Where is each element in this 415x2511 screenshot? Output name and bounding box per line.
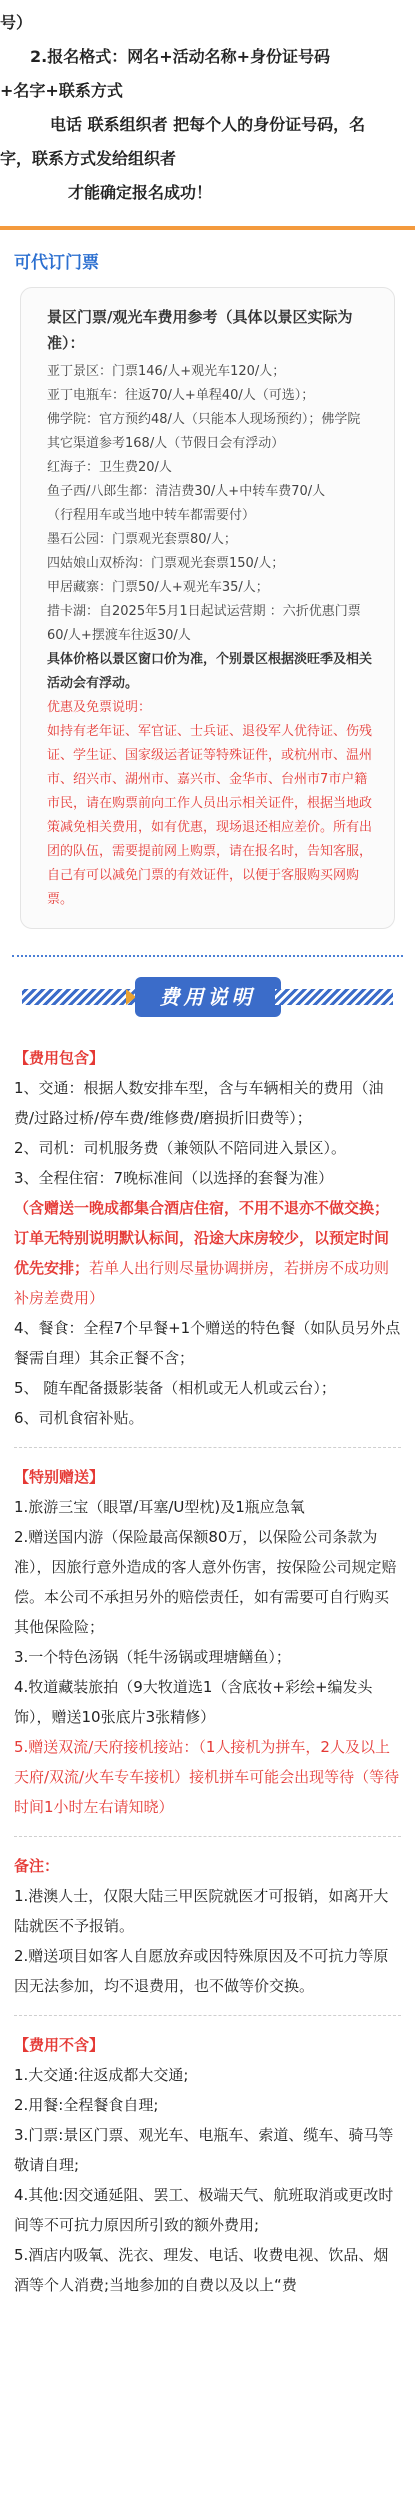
excluded-item: 4.其他:因交通延阻、罢工、极端天气、航班取消或更改时间等不可抗力原因所引致的额外费用;	[14, 2186, 394, 2234]
ticket-line: （行程用车或当地中转车都需要付）	[47, 508, 256, 523]
gift-title: 【特别赠送】	[14, 1468, 105, 1486]
excluded-item: 3.门票:景区门票、观光车、电瓶车、索道、缆车、骑马等敬请自理;	[14, 2126, 394, 2174]
instruction-line-5: 字，联系方式发给组织者	[0, 149, 177, 168]
ticket-line: 墨石公园：门票观光套票80/人；	[47, 532, 237, 547]
fee-details	[0, 1031, 415, 2300]
dotted-divider	[12, 955, 403, 957]
included-item: 3、全程住宿：7晚标准间（以选择的套餐为准）	[14, 1169, 334, 1187]
fee-banner-title: 费用说明	[135, 977, 281, 1017]
ticket-card-title: 景区门票/观光车费用参考（具体以景区实际为准）：	[47, 308, 353, 352]
stripe-decoration-left	[22, 989, 140, 1005]
excluded-title: 【费用不含】	[14, 2036, 105, 2054]
signup-instructions	[0, 0, 415, 220]
instruction-line-1: 号）	[0, 13, 33, 32]
price-note: 具体价格以景区窗口价为准，个别景区根据淡旺季及相关活动会有浮动。	[47, 652, 373, 691]
included-item: 6、司机食宿补贴。	[14, 1409, 144, 1427]
dashed-divider	[14, 1447, 401, 1448]
included-title: 【费用包含】	[14, 1049, 105, 1067]
excluded-item: 5.酒店内吸氧、洗衣、理发、电话、收费电视、饮品、烟酒等个人消费;当地参加的自费以及以上“费	[14, 2246, 389, 2294]
included-item-note-tail: 若单人出行则尽量协调拼房，若拼房不成功则补房差费用）	[14, 1259, 390, 1307]
included-item: 2、司机：司机服务费（兼领队不陪同进入景区）。	[14, 1139, 347, 1157]
excluded-item: 2.用餐:全程餐食自理;	[14, 2096, 159, 2114]
ticket-line: 措卡湖：自2025年5月1日起试运营期 ：六折优惠门票60/人+摆渡车往返30/人	[47, 604, 361, 643]
instruction-line-6: 才能确定报名成功！	[68, 183, 213, 202]
ticket-line: 亚丁景区：门票146/人+观光车120/人；	[47, 364, 286, 379]
remark-title: 备注：	[14, 1857, 60, 1875]
included-item: 5、 随车配备摄影装备（相机或无人机或云台）；	[14, 1379, 336, 1397]
gift-item: 2.赠送国内游（保险最高保额80万，以保险公司条款为准），因旅行意外造成的客人意外伤害，按保险公司规定赔偿。本公司不承担另外的赔偿责任，如有需要可自行购买其他保险险；	[14, 1528, 397, 1636]
orange-divider	[0, 226, 415, 230]
ticket-price-card	[20, 287, 395, 929]
included-item: 1、交通：根据人数安排车型，含与车辆相关的费用（油费/过路过桥/停车费/维修费/磨损折旧费等）；	[14, 1079, 384, 1127]
instruction-line-3: +名字+联系方式	[0, 81, 123, 100]
instruction-line-4: 电话 联系组织者 把每个人的身份证号码，名	[50, 115, 366, 134]
ticket-line: 鱼子西/八郎生都：清洁费30/人+中转车费70/人	[47, 484, 326, 499]
ticket-line: 甲居藏寨：门票50/人+观光车35/人；	[47, 580, 269, 595]
included-item-note-text: （含赠送一晚成都集合酒店住宿，不用不退亦不做交换；订单无特别说明默认标间，沿途大床房较少，以预定时间优先安排；	[14, 1199, 390, 1277]
included-item-note	[14, 1193, 401, 1313]
gift-item: 4.牧道藏装旅拍（9大牧道选1（含底妆+彩绘+编发头饰），赠送10张底片3张精修）	[14, 1678, 373, 1726]
ticket-line: 佛学院：官方预约48/人（只能本人现场预约）；佛学院其它渠道参考168/人（节假日会有浮动）	[47, 412, 361, 451]
discount-title: 优惠及免票说明：	[47, 700, 152, 715]
ticket-line: 亚丁电瓶车：往返70/人+单程40/人（可选）；	[47, 388, 315, 403]
instruction-line-2: 2.报名格式：网名+活动名称+身份证号码	[30, 47, 331, 66]
gift-item: 1.旅游三宝（眼罩/耳塞/U型枕)及1瓶应急氧	[14, 1498, 305, 1516]
dashed-divider	[14, 2015, 401, 2016]
remark-item: 2.赠送项目如客人自愿放弃或因特殊原因及不可抗力等原因无法参加，均不退费用，也不做等价交换。	[14, 1947, 389, 1995]
discount-text: 如持有老年证、军官证、士兵证、退役军人优待证、伤残证、学生证、国家级运者证等特殊证件，或杭州市、温州市、绍兴市、湖州市、嘉兴市、金华市、台州市7市户籍市民，请在购票前向工作人员出示相关证件，根据当地政策减免相关费用，如有优惠，现场退还相应差价。所有出团的队伍，需要提前网上购票，请在报名时，告知客服，自己有可以减免门票的有效证件，以便于客服购买网购票。	[47, 724, 373, 907]
fee-banner	[0, 967, 415, 1025]
ticket-line: 红海子：卫生费20/人	[47, 460, 172, 475]
included-item: 4、餐食：全程7个早餐+1个赠送的特色餐（如队员另外点餐需自理）其余正餐不含；	[14, 1319, 401, 1367]
gift-item-pickup: 5.赠送双流/天府接机接站：（1人接机为拼车，2人及以上天府/双流/火车专车接机）接机拼车可能会出现等待（等待时间1小时左右请知晓）	[14, 1738, 400, 1816]
remark-item: 1.港澳人士，仅限大陆三甲医院就医才可报销，如离开大陆就医不予报销。	[14, 1887, 389, 1935]
dashed-divider	[14, 1836, 401, 1837]
ticket-section-title: 可代订门票	[14, 253, 99, 273]
stripe-decoration-right	[275, 989, 393, 1005]
excluded-item: 1.大交通:往返成都大交通;	[14, 2066, 189, 2084]
ticket-line: 四姑娘山双桥沟：门票观光套票150/人；	[47, 556, 285, 571]
gift-item: 3.一个特色汤锅（牦牛汤锅或理塘鳝鱼）；	[14, 1648, 291, 1666]
